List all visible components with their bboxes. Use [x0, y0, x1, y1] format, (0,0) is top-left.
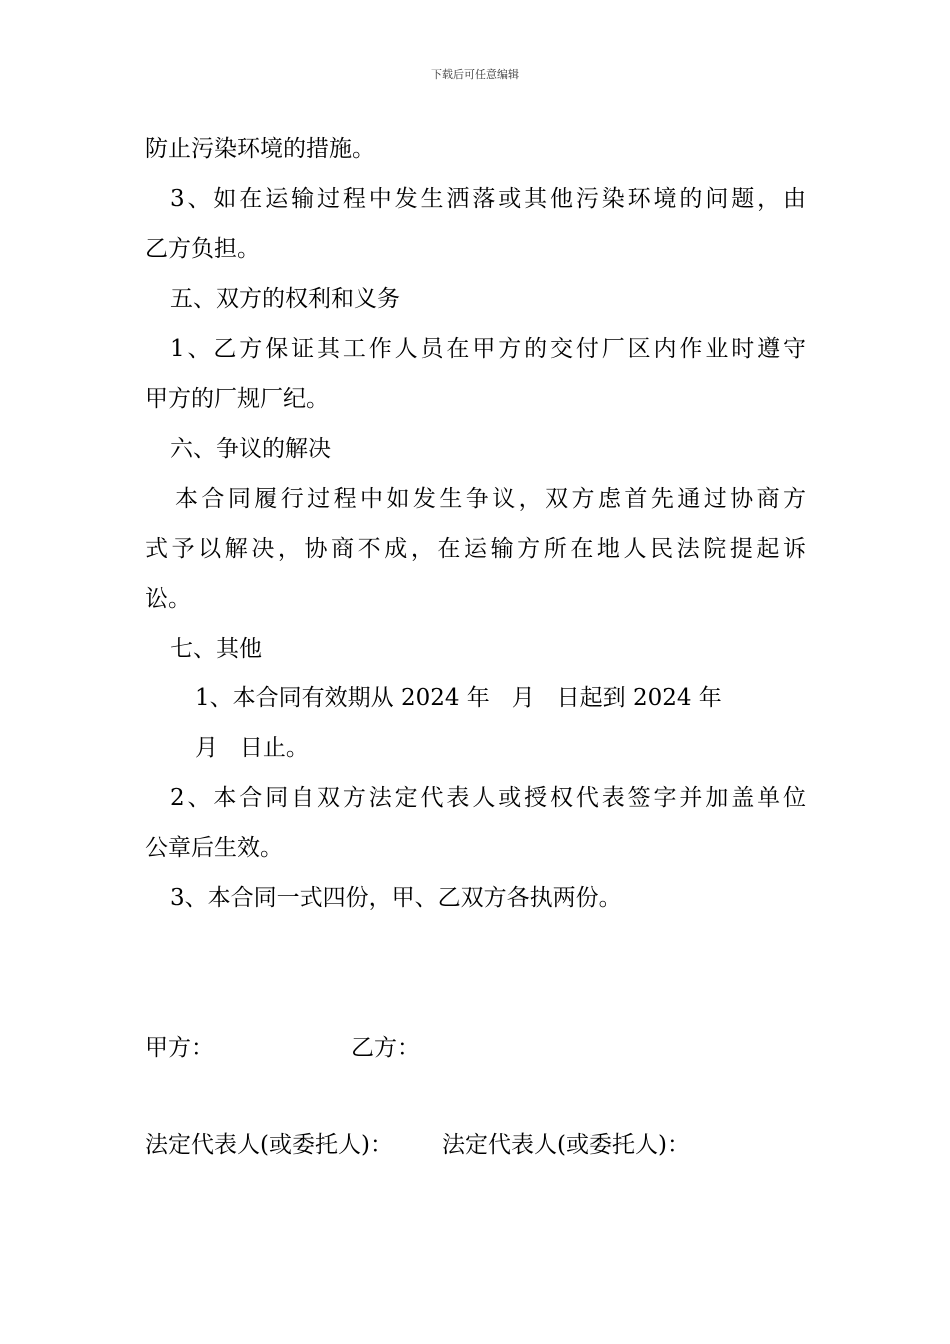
- text-line: 公章后生效。: [145, 835, 283, 861]
- text-line: 3、本合同一式四份，甲、乙双方各执两份。: [170, 885, 622, 911]
- text-line: 月 日止。: [195, 735, 309, 761]
- text-line: 乙方负担。: [145, 236, 260, 262]
- party-a-label: 甲方：: [145, 1035, 214, 1061]
- text-line: 式予以解决，协商不成，在运输方所在地人民法院提起诉: [145, 536, 806, 562]
- text-line: 3、如在运输过程中发生洒落或其他污染环境的问题，由: [170, 186, 806, 212]
- text-line: 本合同履行过程中如发生争议，双方虑首先通过协商方: [175, 486, 806, 512]
- text-line: 1、本合同有效期从 2024 年 月 日起到 2024 年: [195, 685, 722, 711]
- party-b-rep-label: 法定代表人(或委托人)：: [442, 1132, 690, 1158]
- text-line: 2、本合同自双方法定代表人或授权代表签字并加盖单位: [170, 785, 806, 811]
- text-line: 1、乙方保证其工作人员在甲方的交付厂区内作业时遵守: [170, 336, 806, 362]
- party-b-label: 乙方：: [351, 1035, 420, 1061]
- text-line: 防止污染环境的措施。: [145, 136, 375, 162]
- text-line: 甲方的厂规厂纪。: [145, 386, 329, 412]
- section-heading: 五、双方的权利和义务: [170, 286, 400, 312]
- party-a-rep-label: 法定代表人(或委托人)：: [145, 1132, 393, 1158]
- text-line: 讼。: [145, 586, 191, 612]
- section-heading: 七、其他: [170, 636, 262, 662]
- section-heading: 六、争议的解决: [170, 436, 331, 462]
- page-header: 下载后可任意编辑: [431, 68, 519, 81]
